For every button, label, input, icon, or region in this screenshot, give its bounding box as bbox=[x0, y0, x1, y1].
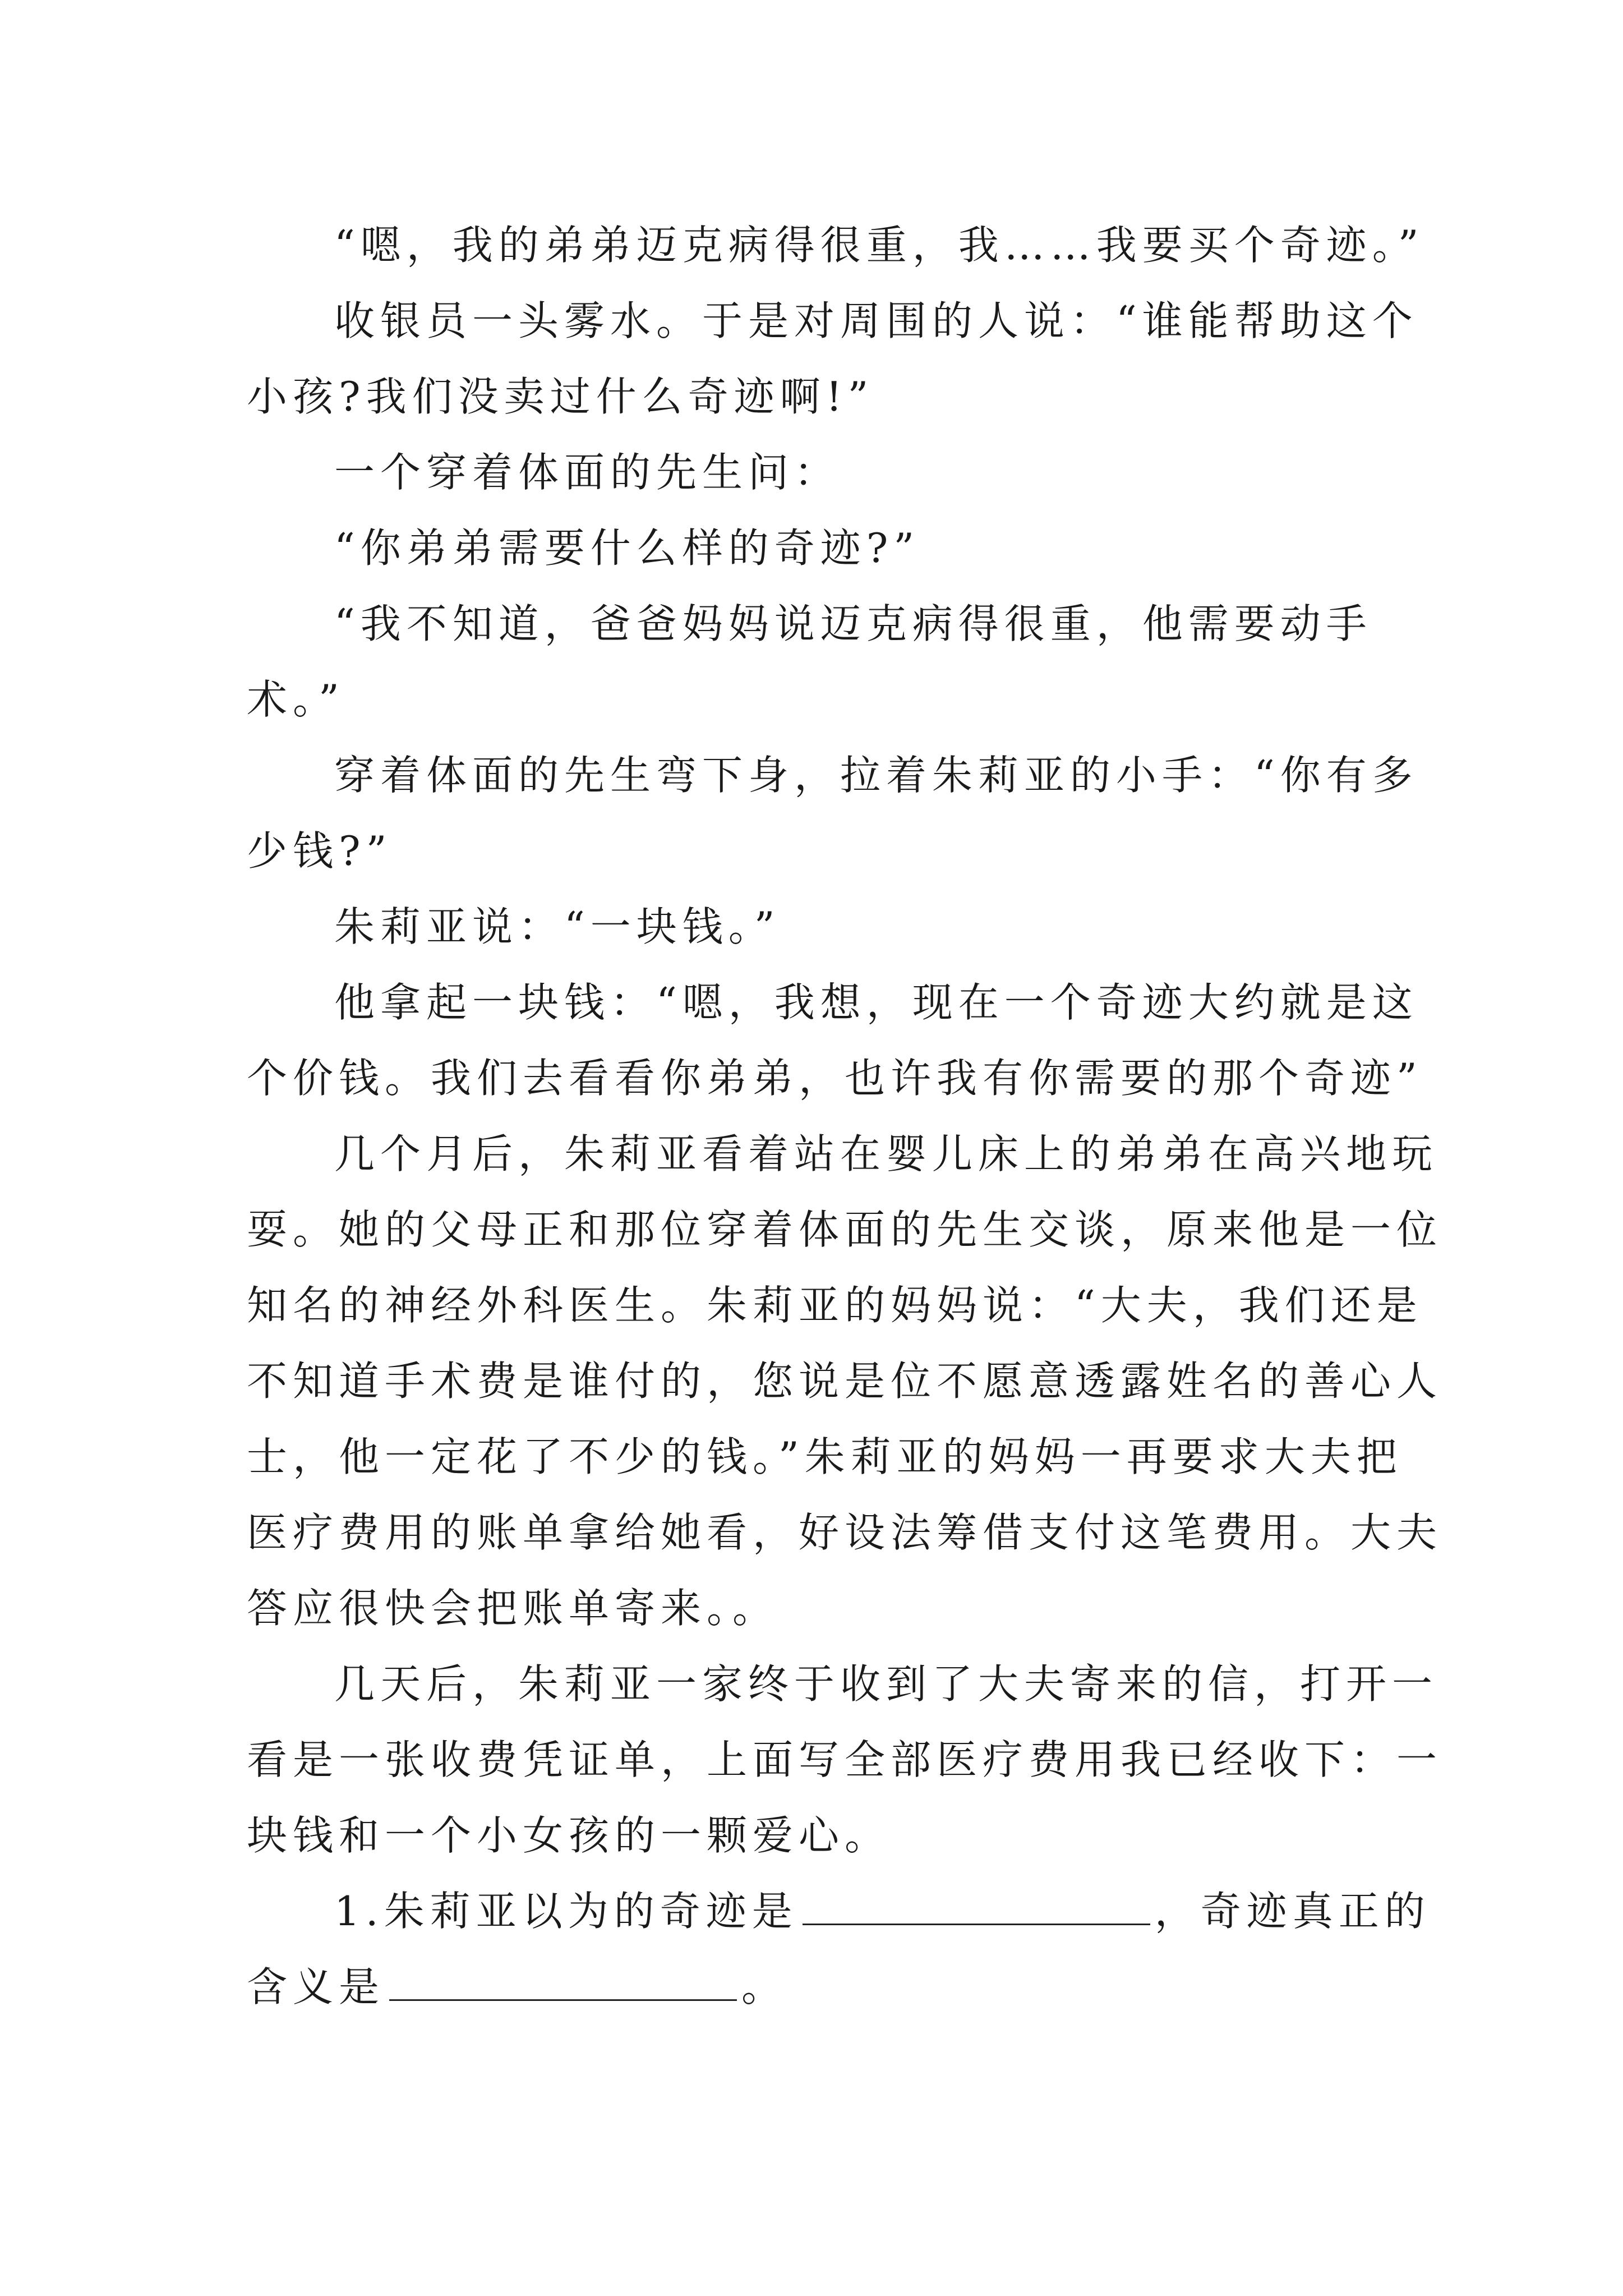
question-middle: ，奇迹真正的 bbox=[1154, 1888, 1431, 1935]
text-line: 看是一张收费凭证单，上面写全部医疗费用我已经收下：一 bbox=[247, 1736, 1443, 1783]
text-line: “我不知道，爸爸妈妈说迈克病得很重，他需要动手 bbox=[334, 600, 1372, 647]
text-line: 块钱和一个小女孩的一颗爱心。 bbox=[247, 1812, 891, 1859]
answer-blank-2[interactable] bbox=[389, 1960, 737, 2001]
text-line: “嗯，我的弟弟迈克病得很重，我……我要买个奇迹。” bbox=[334, 222, 1424, 269]
question-end: 。 bbox=[741, 1963, 788, 2010]
answer-blank-1[interactable] bbox=[803, 1884, 1150, 1925]
text-line: 不知道手术费是谁付的，您说是位不愿意透露姓名的善心人 bbox=[247, 1358, 1443, 1405]
text-line: 几个月后，朱莉亚看着站在婴儿床上的弟弟在高兴地玩 bbox=[334, 1130, 1438, 1177]
text-line: 知名的神经外科医生。朱莉亚的妈妈说：“大夫，我们还是 bbox=[247, 1282, 1423, 1329]
text-line: 朱莉亚说：“一块钱。” bbox=[334, 903, 781, 950]
text-line: 他拿起一块钱：“嗯，我想，现在一个奇迹大约就是这 bbox=[334, 979, 1418, 1026]
question-line bbox=[247, 1874, 1431, 1949]
passage-text bbox=[247, 208, 1443, 2025]
question-prefix: 1.朱莉亚以为的奇迹是 bbox=[334, 1888, 798, 1935]
text-line: 一个穿着体面的先生问： bbox=[334, 449, 841, 496]
text-line: 答应很快会把账单寄来。。 bbox=[247, 1585, 779, 1632]
text-line: 几天后，朱莉亚一家终于收到了大夫寄来的信，打开一 bbox=[334, 1660, 1438, 1708]
text-line: 医疗费用的账单拿给她看，好设法筹借支付这笔费用。大夫 bbox=[247, 1509, 1443, 1556]
text-line: 收银员一头雾水。于是对周围的人说：“谁能帮助这个 bbox=[334, 297, 1418, 344]
text-line: 穿着体面的先生弯下身，拉着朱莉亚的小手：“你有多 bbox=[334, 752, 1418, 799]
text-line: 个价钱。我们去看看你弟弟，也许我有你需要的那个奇迹” bbox=[247, 1055, 1423, 1102]
text-line: 耍。她的父母正和那位穿着体面的先生交谈，原来他是一位 bbox=[247, 1206, 1443, 1253]
question-meaning-label: 含义是 bbox=[247, 1963, 385, 2010]
text-line: 小孩?我们没卖过什么奇迹啊!” bbox=[247, 373, 874, 420]
text-line: “你弟弟需要什么样的奇迹?” bbox=[334, 524, 920, 572]
text-line: 士，他一定花了不少的钱。”朱莉亚的妈妈一再要求大夫把 bbox=[247, 1433, 1403, 1480]
question-line bbox=[247, 1949, 1380, 2025]
text-line: 术。” bbox=[247, 676, 345, 723]
text-line: 少钱?” bbox=[247, 827, 393, 875]
